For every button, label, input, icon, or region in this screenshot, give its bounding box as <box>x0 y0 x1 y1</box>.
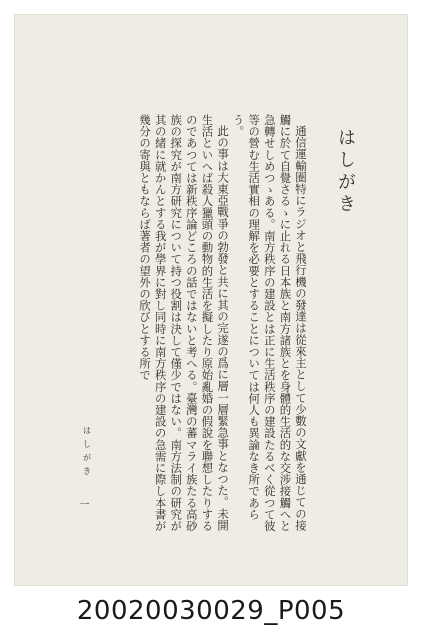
body-text <box>136 114 308 534</box>
paragraph-2: 此の事は大東亞戰爭の勃發と共に其の完遂の爲に層一層緊急事となつた。未開生活といへば殺人獵頭の動物的生活を擬したり原始亂婚の假說を聯想したりするのであつては新秩序論どころの話ではないと考へる。臺灣の蕃マライ族たる高砂族の探究が南方研究について持つ役割は決して僅少ではない。南方法制の研究が其の緒に就かんとする我が學界に對し同時に南方秩序の建設の急需に際し本書が幾分の寄與ともならば著者の望外の欣びとする所で <box>138 114 231 532</box>
running-head: はしがき <box>81 426 91 480</box>
image-caption: 20020030029_P005 <box>76 596 346 626</box>
page-title: はしがき <box>335 128 356 216</box>
paragraph-1: 通信運輸圏特にラジオと飛行機の發達は從來主として少數の文獻を通じての接觸に於て自覺さるゝに止れる日本族と南方諸族とを身體的生活的な交涉接觸へと急轉せしめつゝある。南方秩序の建設とは正に生活秩序の建設たるべく從つて彼等の營む生活實相の理解を必要とすることについては何人も異論なき所であらう。 <box>231 114 308 532</box>
book-page <box>14 14 408 586</box>
page-number: 一 <box>77 499 88 509</box>
